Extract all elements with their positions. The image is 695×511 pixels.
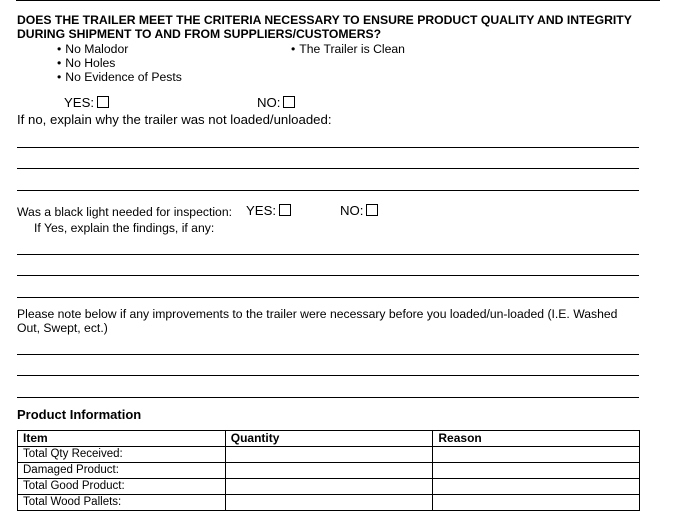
improvements-answer-line-1[interactable] xyxy=(17,354,639,355)
quantity-cell[interactable] xyxy=(225,495,433,511)
improvements-answer-line-2[interactable] xyxy=(17,375,639,376)
improvements-note: Please note below if any improvements to the trailer were necessary before you loaded/un-loaded (I.E. Washed Out, Swept, ect.) xyxy=(17,307,618,335)
column-header-reason: Reason xyxy=(433,431,640,447)
black-light-no-label: NO: xyxy=(340,203,364,218)
trailer-yes-label: YES: xyxy=(64,95,95,110)
trailer-no-option xyxy=(257,95,295,110)
trailer-no-checkbox[interactable] xyxy=(283,96,295,108)
not-loaded-answer-line-2[interactable] xyxy=(17,168,639,169)
black-light-yes-label: YES: xyxy=(246,203,277,218)
criteria-item-malodor: • No Malodor xyxy=(57,42,128,56)
findings-answer-line-2[interactable] xyxy=(17,275,639,276)
not-loaded-answer-line-3[interactable] xyxy=(17,190,639,191)
black-light-followup: If Yes, explain the findings, if any: xyxy=(34,221,215,235)
criteria-item-pests: • No Evidence of Pests xyxy=(57,70,182,84)
page-heading: DOES THE TRAILER MEET THE CRITERIA NECESSARY TO ENSURE PRODUCT QUALITY AND INTEGRITY DURING SHIPMENT TO AND FROM SUPPLIERS/CUSTOMERS? xyxy=(17,13,632,41)
quantity-cell[interactable] xyxy=(225,447,433,463)
row-label-total-wood-pallets: Total Wood Pallets: xyxy=(18,495,226,511)
row-label-total-qty-received: Total Qty Received: xyxy=(18,447,226,463)
table-row xyxy=(18,463,640,479)
criteria-item-holes: • No Holes xyxy=(57,56,115,70)
black-light-no-option xyxy=(340,203,378,218)
column-header-item: Item xyxy=(18,431,226,447)
row-label-damaged-product: Damaged Product: xyxy=(18,463,226,479)
trailer-no-label: NO: xyxy=(257,95,281,110)
column-header-quantity: Quantity xyxy=(225,431,433,447)
table-row xyxy=(18,495,640,511)
improvements-answer-line-3[interactable] xyxy=(17,397,639,398)
quantity-cell[interactable] xyxy=(225,479,433,495)
table-header-row xyxy=(18,431,640,447)
product-info-table xyxy=(17,430,640,511)
table-row xyxy=(18,479,640,495)
top-border xyxy=(16,0,660,1)
black-light-yes-checkbox[interactable] xyxy=(279,204,291,216)
criteria-item-clean: • The Trailer is Clean xyxy=(291,42,405,56)
reason-cell[interactable] xyxy=(433,447,640,463)
table-row xyxy=(18,447,640,463)
product-info-title: Product Information xyxy=(17,407,142,422)
black-light-yes-option xyxy=(246,203,291,218)
black-light-no-checkbox[interactable] xyxy=(366,204,378,216)
trailer-yes-option xyxy=(64,95,109,110)
trailer-yes-checkbox[interactable] xyxy=(97,96,109,108)
not-loaded-prompt: If no, explain why the trailer was not loaded/unloaded: xyxy=(17,112,332,127)
reason-cell[interactable] xyxy=(433,495,640,511)
not-loaded-answer-line-1[interactable] xyxy=(17,147,639,148)
reason-cell[interactable] xyxy=(433,479,640,495)
black-light-question: Was a black light needed for inspection: xyxy=(17,205,232,219)
findings-answer-line-3[interactable] xyxy=(17,297,639,298)
reason-cell[interactable] xyxy=(433,463,640,479)
quantity-cell[interactable] xyxy=(225,463,433,479)
findings-answer-line-1[interactable] xyxy=(17,254,639,255)
row-label-total-good-product: Total Good Product: xyxy=(18,479,226,495)
